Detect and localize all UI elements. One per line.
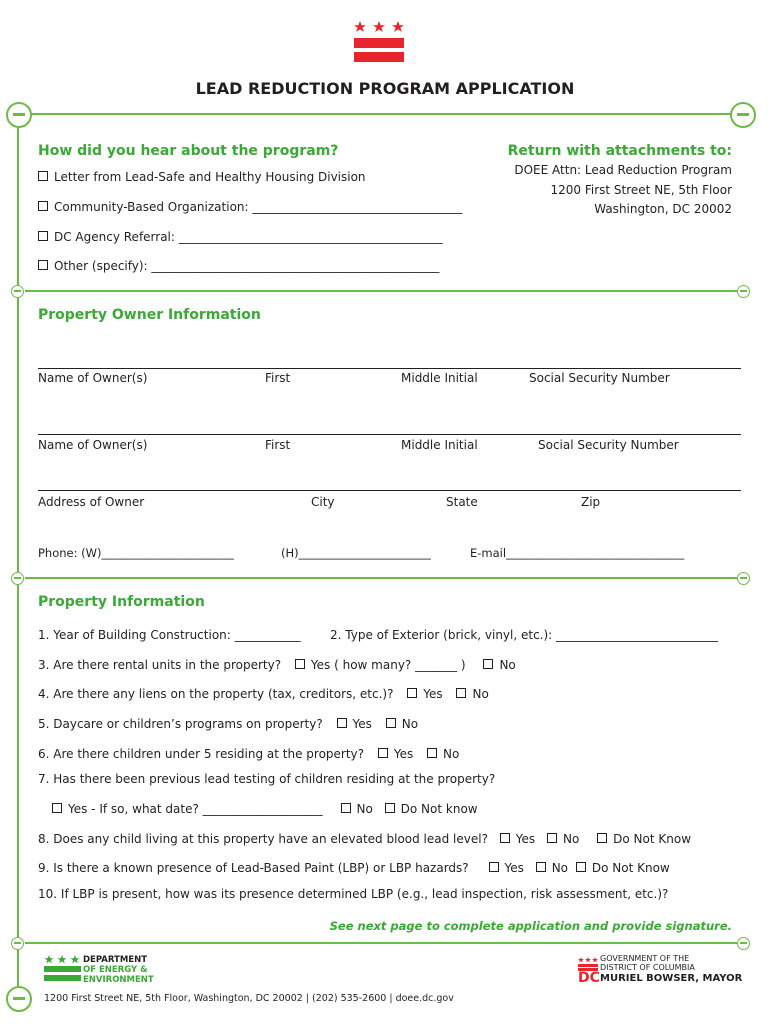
state-label: State bbox=[446, 495, 478, 509]
yes-label: Yes - If so, what date? ____________________ bbox=[68, 802, 323, 816]
return-line-2: 1200 First Street NE, 5th Floor bbox=[550, 183, 732, 197]
yes-label: Yes bbox=[504, 861, 524, 875]
owner-mi-label: Middle Initial bbox=[401, 371, 478, 385]
right-connector-icon bbox=[730, 102, 756, 128]
checkbox-icon[interactable] bbox=[456, 688, 466, 698]
owner-first-label: First bbox=[265, 438, 291, 452]
address-label: Address of Owner bbox=[38, 495, 145, 509]
section-rule bbox=[25, 942, 737, 944]
rule-end-icon bbox=[11, 572, 24, 585]
doee-logo bbox=[44, 955, 154, 987]
dont-know-label: Do Not Know bbox=[591, 861, 670, 875]
next-page-note: See next page to complete application and provide signature. bbox=[329, 919, 732, 933]
no-label: No bbox=[499, 658, 516, 672]
checkbox-icon[interactable] bbox=[337, 718, 347, 728]
dc-government-logo bbox=[578, 954, 743, 988]
q7-answers bbox=[52, 802, 478, 816]
checkbox-icon[interactable] bbox=[483, 659, 493, 669]
checkbox-icon[interactable] bbox=[341, 803, 351, 813]
no-label: No bbox=[443, 747, 460, 761]
checkbox-icon[interactable] bbox=[385, 803, 395, 813]
gov-logo-text: GOVERNMENT OF THE bbox=[600, 954, 690, 963]
dc-logo-mark bbox=[578, 956, 598, 986]
phone-work-field[interactable]: Phone: (W)_______________________ bbox=[38, 546, 234, 560]
no-label: No bbox=[563, 832, 580, 846]
checkbox-icon[interactable] bbox=[547, 833, 557, 843]
address-line bbox=[38, 490, 741, 491]
option-label: DC Agency Referral: ____________________________________________ bbox=[54, 230, 443, 244]
top-rule bbox=[30, 113, 730, 115]
left-connector-icon bbox=[6, 102, 32, 128]
hear-option-letter[interactable] bbox=[38, 170, 366, 184]
section-rule bbox=[25, 577, 737, 579]
return-line-1: DOEE Attn: Lead Reduction Program bbox=[514, 163, 732, 177]
doee-logo-text: DEPARTMENT bbox=[83, 955, 148, 965]
return-line-3: Washington, DC 20002 bbox=[594, 202, 732, 216]
phone-home-field[interactable]: (H)_______________________ bbox=[281, 546, 431, 560]
question-text: 3. Are there rental units in the property? bbox=[38, 658, 282, 672]
email-field[interactable]: E-mail_______________________________ bbox=[470, 546, 685, 560]
checkbox-icon[interactable] bbox=[536, 862, 546, 872]
return-heading: Return with attachments to: bbox=[507, 143, 732, 159]
owner-name-label: Name of Owner(s) bbox=[38, 438, 148, 452]
yes-label: Yes bbox=[423, 687, 443, 701]
property-heading: Property Information bbox=[38, 594, 205, 610]
option-label: Community-Based Organization: ___________________________________ bbox=[54, 200, 463, 214]
checkbox-icon[interactable] bbox=[38, 231, 48, 241]
yes-label: Yes bbox=[515, 832, 536, 846]
question-text: 9. Is there a known presence of Lead-Based Paint (LBP) or LBP hazards? bbox=[38, 861, 469, 875]
checkbox-icon[interactable] bbox=[500, 833, 510, 843]
no-label: No bbox=[401, 717, 419, 731]
question-text: 8. Does any child living at this property have an elevated blood lead level? bbox=[38, 832, 488, 846]
checkbox-icon[interactable] bbox=[427, 748, 437, 758]
q1-build-year[interactable]: 1. Year of Building Construction: ___________ bbox=[38, 628, 301, 642]
owner-mi-label: Middle Initial bbox=[401, 438, 478, 452]
question-text: 6. Are there children under 5 residing at the property? bbox=[38, 747, 365, 761]
owner-ssn-label: Social Security Number bbox=[529, 371, 670, 385]
owner-ssn-label: Social Security Number bbox=[538, 438, 679, 452]
dc-flag-logo bbox=[354, 20, 404, 62]
doee-logo-text: ENVIRONMENT bbox=[83, 975, 154, 985]
footer-address: 1200 First Street NE, 5th Floor, Washington, DC 20002 | (202) 535-2600 | doee.dc.gov bbox=[44, 993, 454, 1004]
checkbox-icon[interactable] bbox=[38, 201, 48, 211]
checkbox-icon[interactable] bbox=[38, 260, 48, 270]
q4-liens bbox=[38, 687, 489, 701]
option-label: Letter from Lead-Safe and Healthy Housing Division bbox=[54, 170, 366, 184]
yes-label: Yes ( how many? _______ ) bbox=[310, 658, 466, 672]
hear-option-cbo[interactable] bbox=[38, 200, 462, 214]
page-title: LEAD REDUCTION PROGRAM APPLICATION bbox=[195, 79, 575, 98]
dont-know-label: Do Not know bbox=[400, 802, 478, 816]
question-text: 4. Are there any liens on the property (tax, creditors, etc.)? bbox=[38, 687, 394, 701]
q6-children-under-5 bbox=[38, 747, 459, 761]
checkbox-icon[interactable] bbox=[407, 688, 417, 698]
owner-line-1 bbox=[38, 368, 741, 369]
rule-end-icon bbox=[737, 572, 750, 585]
section-rule bbox=[25, 290, 737, 292]
q9-lbp-presence bbox=[38, 861, 670, 875]
city-label: City bbox=[311, 495, 335, 509]
yes-label: Yes bbox=[352, 717, 372, 731]
checkbox-icon[interactable] bbox=[52, 803, 62, 813]
option-label: Other (specify): ________________________________________________ bbox=[54, 259, 440, 273]
owner-heading: Property Owner Information bbox=[38, 307, 261, 323]
zip-label: Zip bbox=[581, 495, 601, 509]
rule-end-icon bbox=[737, 285, 750, 298]
yes-label: Yes bbox=[393, 747, 414, 761]
checkbox-icon[interactable] bbox=[295, 659, 305, 669]
checkbox-icon[interactable] bbox=[489, 862, 499, 872]
gov-logo-text: MURIEL BOWSER, MAYOR bbox=[600, 973, 743, 984]
checkbox-icon[interactable] bbox=[597, 833, 607, 843]
owner-name-label: Name of Owner(s) bbox=[38, 371, 148, 385]
no-label: No bbox=[551, 861, 569, 875]
hear-option-other[interactable] bbox=[38, 259, 439, 273]
q5-daycare bbox=[38, 717, 418, 731]
checkbox-icon[interactable] bbox=[38, 171, 48, 181]
bottom-connector-icon bbox=[6, 986, 32, 1012]
dont-know-label: Do Not Know bbox=[613, 832, 692, 846]
dc-letters: DC bbox=[578, 970, 600, 986]
owner-line-2 bbox=[38, 434, 741, 435]
q2-exterior-type[interactable]: 2. Type of Exterior (brick, vinyl, etc.): ___________________________ bbox=[330, 628, 719, 642]
no-label: No bbox=[472, 687, 489, 701]
owner-first-label: First bbox=[265, 371, 291, 385]
no-label: No bbox=[356, 802, 373, 816]
gov-logo-text: DISTRICT OF COLUMBIA bbox=[600, 963, 695, 972]
q7-previous-testing: 7. Has there been previous lead testing of children residing at the property? bbox=[38, 772, 496, 786]
left-border bbox=[17, 128, 19, 986]
q8-elevated-blood-lead bbox=[38, 832, 691, 846]
q3-rental-units bbox=[38, 658, 516, 672]
rule-end-icon bbox=[11, 285, 24, 298]
checkbox-icon[interactable] bbox=[576, 862, 586, 872]
checkbox-icon[interactable] bbox=[378, 748, 388, 758]
doee-logo-text: OF ENERGY & bbox=[83, 965, 148, 975]
q10-lbp-determination: 10. If LBP is present, how was its presence determined LBP (e.g., lead inspection, risk assessment, etc.)? bbox=[38, 887, 669, 901]
rule-end-icon bbox=[11, 937, 24, 950]
question-text: 5. Daycare or children’s programs on property? bbox=[38, 717, 323, 731]
hear-heading: How did you hear about the program? bbox=[38, 143, 339, 159]
checkbox-icon[interactable] bbox=[386, 718, 396, 728]
rule-end-icon bbox=[737, 937, 750, 950]
hear-option-agency[interactable] bbox=[38, 230, 443, 244]
